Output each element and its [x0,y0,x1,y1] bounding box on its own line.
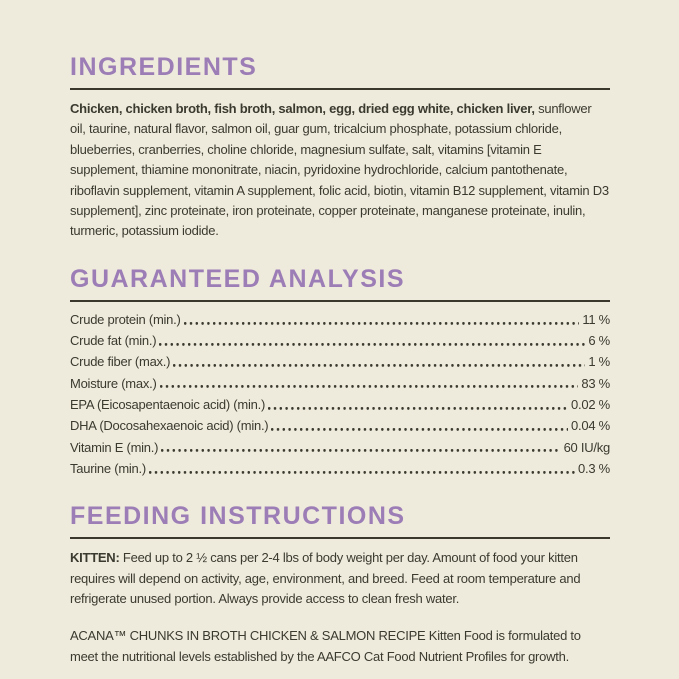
ingredients-section [70,52,610,242]
analysis-value: 0.04 % [571,418,610,434]
section-divider [70,88,610,90]
kitten-feeding-paragraph [70,548,610,609]
section-divider [70,537,610,539]
feeding-instructions-title: FEEDING INSTRUCTIONS [70,502,406,531]
analysis-row [70,415,610,436]
guaranteed-analysis-title: GUARANTEED ANALYSIS [70,264,406,293]
dot-leader [159,330,585,351]
analysis-row [70,351,610,372]
dot-leader [271,415,568,436]
analysis-value: 6 % [588,333,610,349]
ingredients-rest: sunflower oil, taurine, natural flavor, salmon oil, guar gum, tricalcium phosphate, potassium chloride, blueberries, cranberries, choline chloride, magnesium sulfate, salt, vitamins [vitamin E supplement, thiamine mononitrate, niacin, pyridoxine hydrochloride, calcium pantothenate, riboflavin supplement, vitamin A supplement, folic acid, biotin, vitamin B12 supplement, vitamin D3 supplement], zinc proteinate, iron proteinate, copper proteinate, manganese proteinate, inulin, turmeric, potassium iodide. [70,101,609,239]
dot-leader [160,373,579,394]
guaranteed-analysis-section [70,264,610,479]
feeding-instructions-section [70,501,610,667]
dot-leader [184,309,580,330]
analysis-nutrient-label: Moisture (max.) [70,375,157,391]
ingredients-lead-bold: Chicken, chicken broth, fish broth, salmon, egg, dried egg white, chicken liver, [70,101,535,116]
analysis-value: 83 % [581,375,610,391]
analysis-value: 11 % [582,311,610,327]
analysis-row [70,394,610,415]
dot-leader [173,351,585,372]
dot-leader [268,394,568,415]
analysis-row [70,458,610,479]
analysis-nutrient-label: Crude fiber (max.) [70,354,171,370]
analysis-row [70,330,610,351]
kitten-label: KITTEN: [70,550,120,566]
analysis-nutrient-label: Taurine (min.) [70,460,146,476]
analysis-value: 1 % [588,354,610,370]
analysis-row [70,373,610,394]
analysis-value: 0.02 % [571,397,610,413]
analysis-nutrient-label: Crude protein (min.) [70,311,181,327]
section-divider [70,300,610,302]
analysis-nutrient-label: EPA (Eicosapentaenoic acid) (min.) [70,397,266,413]
dot-leader [161,437,560,458]
ingredients-paragraph [70,99,610,242]
dot-leader [149,458,575,479]
aafco-statement: ACANA™ CHUNKS IN BROTH CHICKEN & SALMON RECIPE Kitten Food is formulated to meet the nutritional levels established by the AAFCO Cat Food Nutrient Profiles for growth. [70,628,581,664]
analysis-table [70,309,610,479]
analysis-nutrient-label: DHA (Docosahexaenoic acid) (min.) [70,418,269,434]
analysis-value: 0.3 % [578,460,610,476]
kitten-text: Feed up to 2 ½ cans per 2-4 lbs of body weight per day. Amount of food your kitten requires will depend on activity, age, environment, and breed. Feed at room temperature and refrigerate unused portion. Always provide access to clean fresh water. [70,550,581,607]
analysis-row [70,309,610,330]
analysis-nutrient-label: Vitamin E (min.) [70,439,159,455]
analysis-nutrient-label: Crude fat (min.) [70,333,157,349]
ingredients-title: INGREDIENTS [70,53,258,81]
analysis-value: 60 IU/kg [563,439,610,455]
analysis-row [70,437,610,458]
